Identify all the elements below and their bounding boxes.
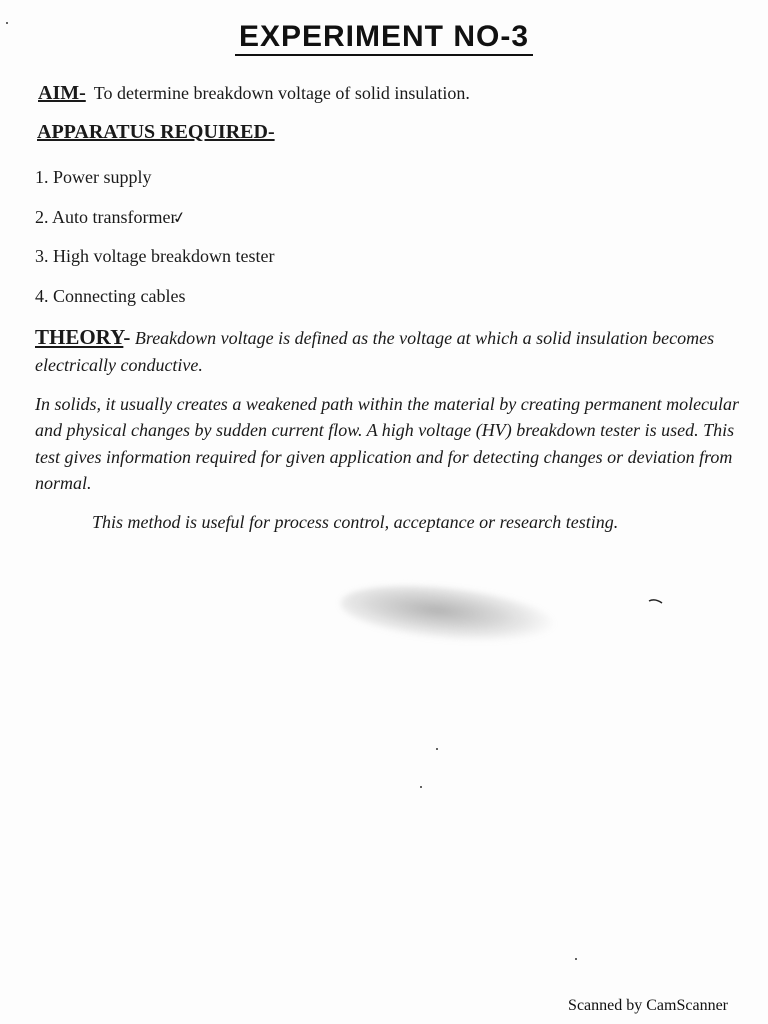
- theory-label: THEORY: [35, 325, 124, 349]
- check-mark-icon: ✓: [172, 208, 189, 228]
- apparatus-list: [35, 165, 274, 323]
- scan-speck: [6, 22, 8, 24]
- scan-speck: [420, 786, 422, 788]
- theory-text: Breakdown voltage is defined as the voltage at which a solid insulation becomes electrically conductive.: [35, 328, 715, 375]
- experiment-title: [0, 20, 768, 56]
- scan-smudge: [338, 577, 557, 651]
- aim-line: [38, 82, 470, 105]
- theory-dash: -: [123, 325, 131, 349]
- scan-speck: [436, 748, 438, 750]
- apparatus-item: 3. High voltage breakdown tester: [35, 246, 275, 266]
- theory-paragraph-3: This method is useful for process control, acceptance or research testing.: [92, 512, 619, 532]
- aim-label: AIM-: [38, 82, 86, 104]
- theory-paragraph: [35, 324, 735, 379]
- experiment-title-text: EXPERIMENT NO-3: [235, 20, 533, 56]
- apparatus-heading: APPARATUS REQUIRED-: [37, 121, 275, 143]
- stray-pen-mark-icon: [648, 598, 664, 606]
- aim-text: To determine breakdown voltage of solid insulation.: [93, 83, 470, 103]
- apparatus-item: 2. Auto transformer✓: [35, 205, 274, 245]
- scanner-watermark: Scanned by CamScanner: [568, 997, 728, 1014]
- apparatus-item: 1. Power supply: [35, 167, 152, 187]
- theory-paragraph-2: In solids, it usually creates a weakened path within the material by creating permanent molecular and physical changes by sudden current flow. A high voltage (HV) breakdown tester is used. This test gives information required for given application and for detecting changes or deviation from normal.: [35, 394, 740, 493]
- scan-speck: [575, 958, 577, 960]
- apparatus-item: 4. Connecting cables: [35, 285, 186, 306]
